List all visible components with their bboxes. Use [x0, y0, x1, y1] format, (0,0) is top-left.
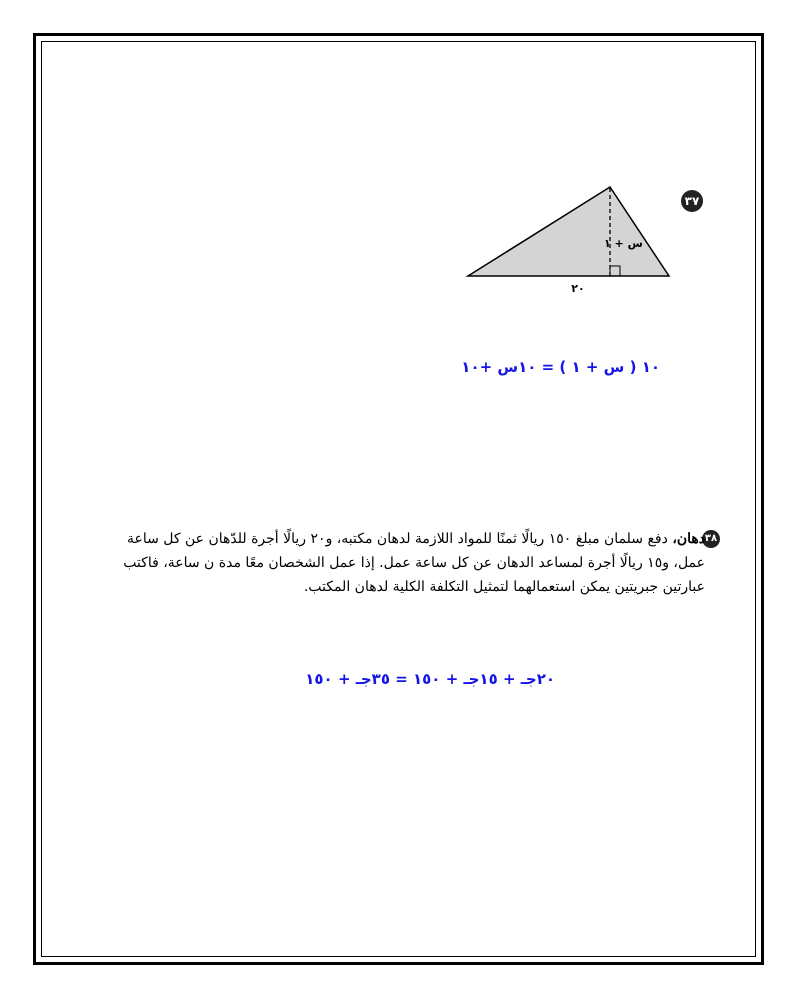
triangle-figure — [462, 180, 682, 300]
problem-38-number: ٣٨ — [702, 530, 720, 548]
problem-37-answer: ١٠ ( س + ١ ) = ١٠س +١٠ — [461, 358, 660, 376]
page-border — [33, 33, 764, 965]
problem-38-answer: ٢٠جـ + ١٥جـ + ١٥٠ = ٣٥جـ + ١٥٠ — [305, 670, 555, 688]
problem-37-number: ٣٧ — [681, 190, 703, 212]
problem-38-lead: دهان، — [672, 531, 705, 547]
triangle-shape — [468, 187, 669, 276]
page-border-inner — [41, 41, 756, 957]
base-label: ٢٠ — [571, 282, 585, 295]
triangle-svg — [462, 180, 682, 300]
problem-38-text — [105, 527, 705, 599]
problem-38-body: دفع سلمان مبلغ ١٥٠ ريالًا ثمنًا للمواد اللازمة لدهان مكتبه، و٢٠ ريالًا أجرة للدّهان عن كل ساعة عمل، و١٥ ريالًا أجرة لمساعد الدهان عن كل ساعة عمل. إذا عمل الشخصان معًا مدة ن ساعة، فاكتب عبارتين جبريتين يمكن استعمالهما لتمثيل التكلفة الكلية لدهان المكتب. — [123, 531, 705, 595]
height-label: س + ١ — [604, 237, 643, 250]
